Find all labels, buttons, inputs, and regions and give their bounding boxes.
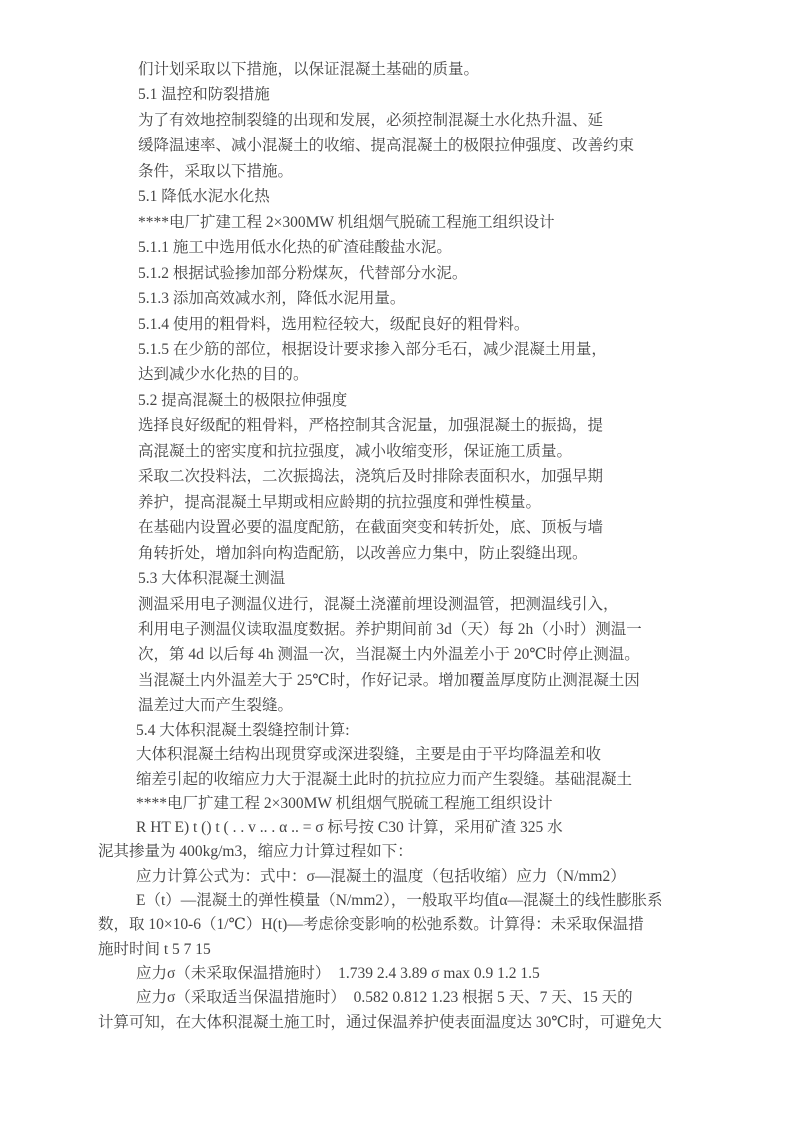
document-line: 5.2 提高混凝土的极限拉伸强度 (138, 391, 348, 409)
document-line: 高混凝土的密实度和抗拉强度，减小收缩变形，保证施工质量。 (138, 442, 573, 460)
document-line: 5.1 降低水泥水化热 (138, 188, 270, 206)
document-line: 5.1.4 使用的粗骨料，选用粒径较大，级配良好的粗骨料。 (138, 315, 530, 333)
document-text-block-top (138, 57, 642, 719)
document-line: 达到减少水化热的目的。 (138, 366, 309, 384)
document-line: 缓降温速率、减小混凝土的收缩、提高混凝土的极限拉伸强度、改善约束 (138, 137, 635, 155)
document-text-block-bottom (98, 719, 663, 1035)
document-line: 泥其掺量为 400kg/m3，缩应力计算过程如下： (98, 843, 413, 861)
document-line: ****电厂扩建工程 2×300MW 机组烟气脱硫工程施工组织设计 (138, 213, 555, 231)
document-line: E（t）—混凝土的弹性模量（N/mm2），一般取平均值α—混凝土的线性膨胀系 (136, 892, 663, 910)
document-line: ****电厂扩建工程 2×300MW 机组烟气脱硫工程施工组织设计 (136, 794, 553, 812)
document-line: R HT E) t () t ( . . v .. . α .. = σ 标号按 C30 计算，采用矿渣 325 水 (136, 819, 563, 837)
document-line: 5.1 温控和防裂措施 (138, 86, 270, 104)
document-line: 5.3 大体积混凝土测温 (138, 570, 286, 588)
document-line: 利用电子测温仪读取温度数据。养护期间前 3d（天）每 2h（小时）测温一 (138, 620, 642, 638)
document-line: 5.1.3 添加高效减水剂，降低水泥用量。 (138, 290, 406, 308)
document-line: 在基础内设置必要的温度配筋，在截面突变和转折处，底、顶板与墙 (138, 519, 604, 537)
document-line: 应力σ（未采取保温措施时） 1.739 2.4 3.89 σ max 0.9 1.2 1.5 (136, 964, 540, 982)
document-line: 缩差引起的收缩应力大于混凝土此时的抗拉应力而产生裂缝。基础混凝土 (136, 770, 633, 788)
document-line: 为了有效地控制裂缝的出现和发展，必须控制混凝土水化热升温、延 (138, 111, 604, 129)
document-line: 应力计算公式为：式中：σ—混凝土的温度（包括收缩）应力（N/mm2） (136, 867, 626, 885)
document-line: 条件，采取以下措施。 (138, 162, 294, 180)
document-line: 计算可知，在大体积混凝土施工时，通过保温养护使表面温度达 30℃时，可避免大 (98, 1013, 662, 1031)
document-line: 温差过大而产生裂缝。 (138, 697, 294, 715)
document-line: 角转折处，增加斜向构造配筋，以改善应力集中，防止裂缝出现。 (138, 544, 588, 562)
document-line: 们计划采取以下措施，以保证混凝土基础的质量。 (138, 61, 480, 78)
document-line: 5.1.2 根据试验掺加部分粉煤灰，代替部分水泥。 (138, 264, 468, 282)
document-line: 当混凝土内外温差大于 25℃时，作好记录。增加覆盖厚度防止测混凝土因 (138, 671, 640, 689)
document-line: 养护，提高混凝土早期或相应龄期的抗拉强度和弹性模量。 (138, 493, 542, 511)
document-line: 测温采用电子测温仪进行，混凝土浇灌前埋设测温管，把测温线引入， (138, 595, 619, 613)
document-line: 选择良好级配的粗骨料，严格控制其含泥量，加强混凝土的振捣，提 (138, 417, 604, 435)
document-line: 5.1.5 在少筋的部位，根据设计要求掺入部分毛石，减少混凝土用量， (138, 340, 607, 358)
document-line: 施时时间 t 5 7 15 (98, 940, 211, 958)
document-line: 5.1.1 施工中选用低水化热的矿渣硅酸盐水泥。 (138, 239, 452, 257)
document-line: 数，取 10×10-6（1/℃）H(t)—考虑徐变影响的松弛系数。计算得：未采取保温措 (98, 916, 644, 934)
document-line: 采取二次投料法，二次振捣法，浇筑后及时排除表面积水，加强早期 (138, 468, 604, 486)
document-line: 大体积混凝土结构出现贯穿或深进裂缝，主要是由于平均降温差和收 (136, 746, 602, 764)
document-line: 应力σ（采取适当保温措施时） 0.582 0.812 1.23 根据 5 天、7 天、15 天的 (136, 989, 633, 1007)
document-line: 次，第 4d 以后每 4h 测温一次，当混凝土内外温差小于 20℃时停止测温。 (138, 646, 640, 664)
document-line: 5.4 大体积混凝土裂缝控制计算: (136, 722, 350, 739)
